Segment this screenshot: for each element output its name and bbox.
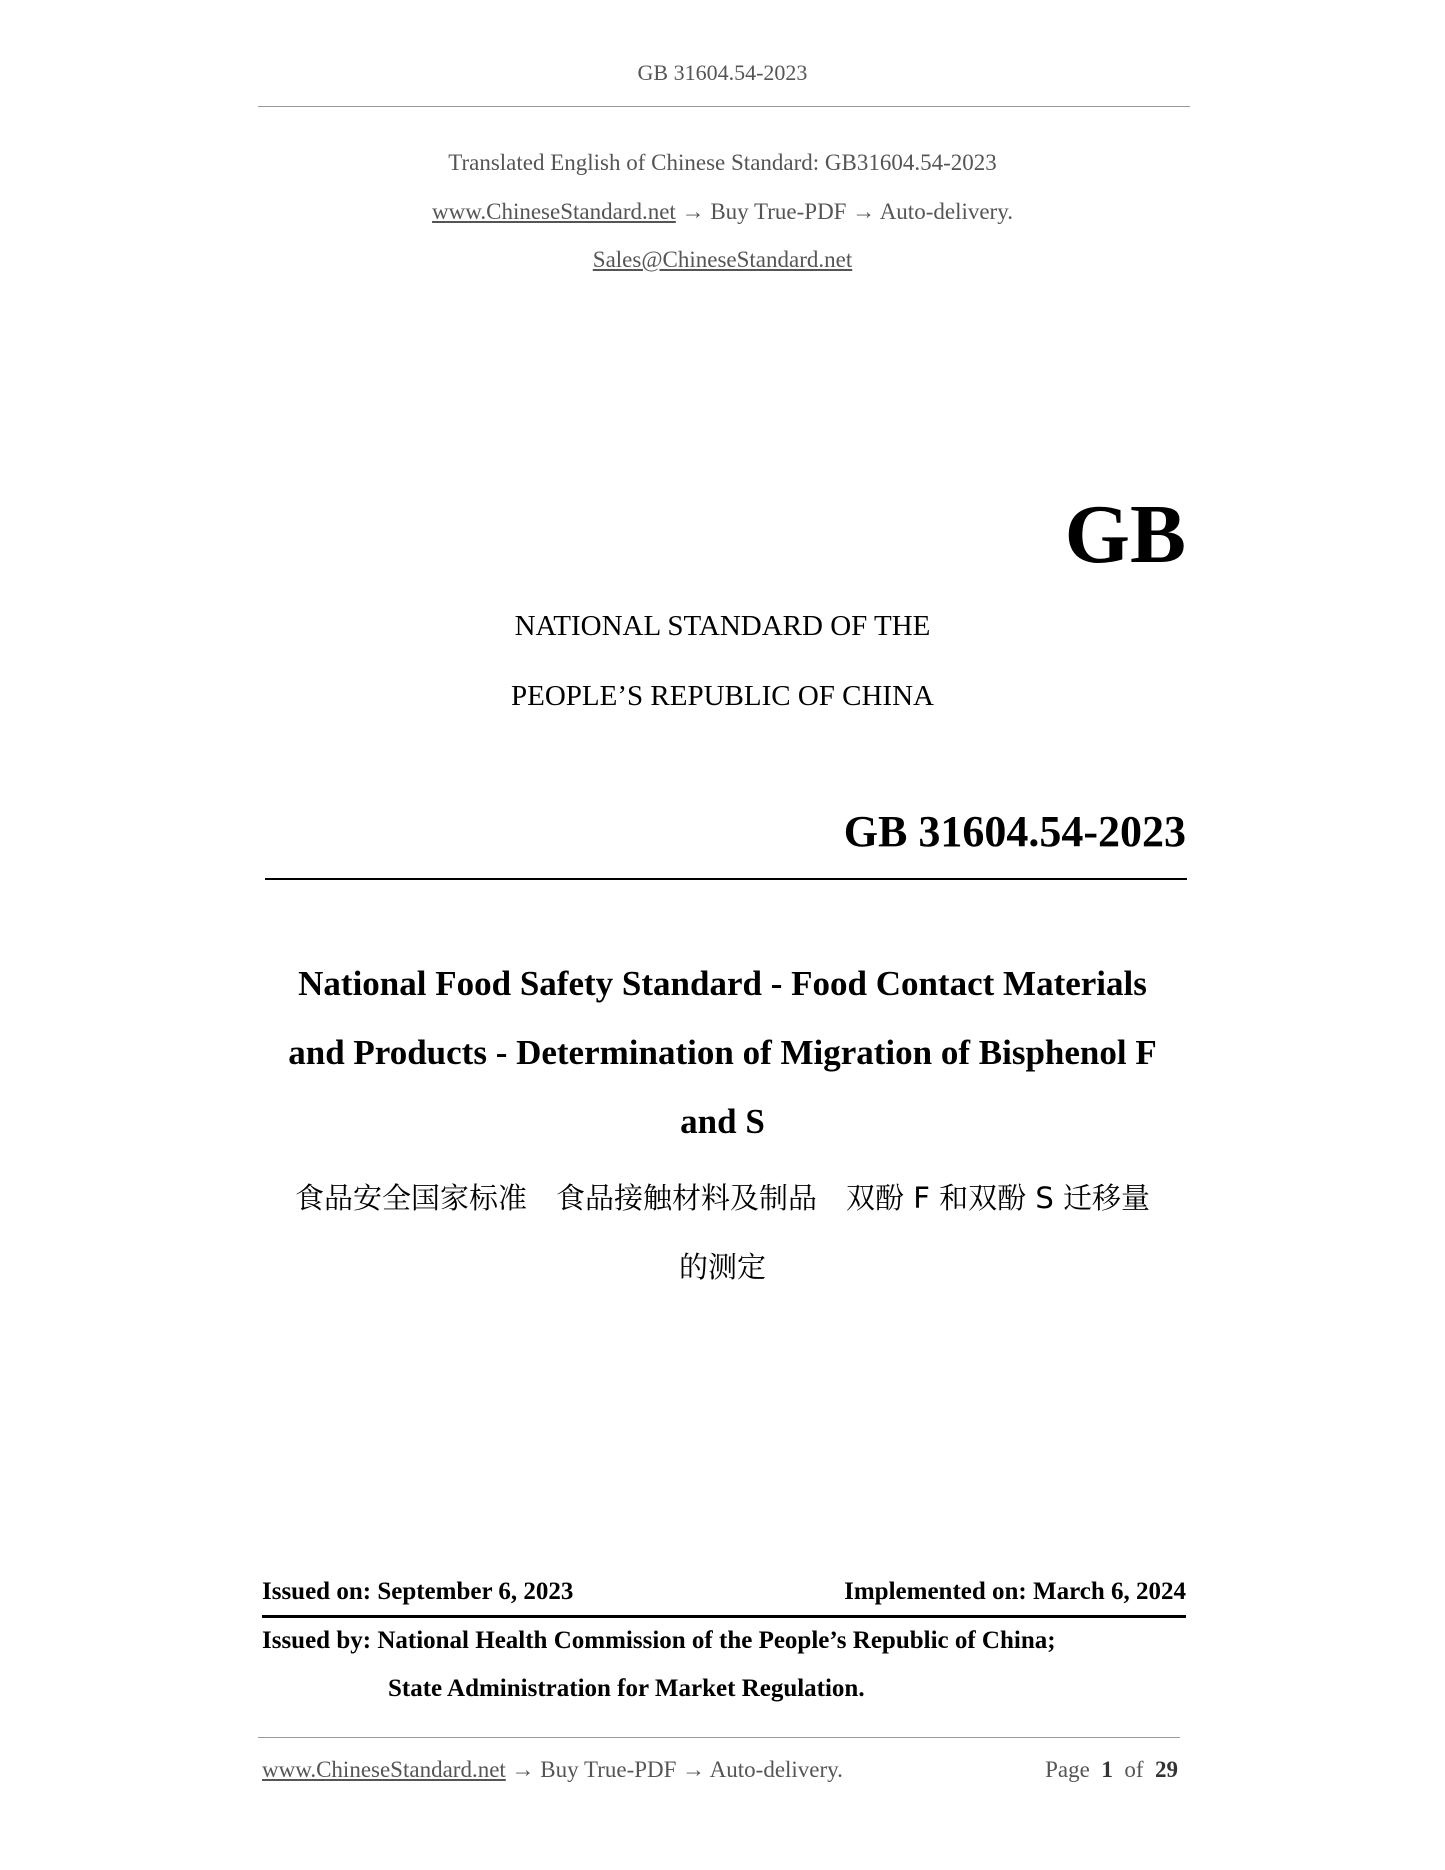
national-standard-line-2 (0, 680, 1445, 713)
title-en-line-1: National Food Safety Standard - Food Contact Materials (298, 964, 1147, 1003)
gb-mark: GB (1064, 488, 1186, 581)
header-divider (258, 106, 1190, 107)
page-of-label: of (1124, 1757, 1144, 1782)
site-link[interactable]: www.ChineseStandard.net (432, 199, 676, 224)
footer-divider (258, 1737, 1180, 1738)
email-line (0, 247, 1445, 273)
title-cn-line-1: 食品安全国家标准 食品接触材料及制品 双酚 F 和双酚 S 迁移量 (295, 1181, 1150, 1215)
title-en-line-3: and S (680, 1102, 765, 1141)
email-link[interactable]: Sales@ChineseStandard.net (592, 247, 853, 272)
standard-number: GB 31604.54-2023 (843, 807, 1186, 856)
standard-number-divider (265, 878, 1187, 880)
dates-divider (262, 1615, 1186, 1618)
page-current: 1 (1101, 1757, 1113, 1782)
national-standard-line-1 (0, 610, 1445, 643)
issued-on-date: Issued on: September 6, 2023 (262, 1578, 574, 1605)
page-indicator (1045, 1757, 1178, 1783)
issued-by-line-2: State Administration for Market Regulation. (388, 1675, 865, 1702)
national-standard-text-1: NATIONAL STANDARD OF THE (514, 610, 931, 642)
promo-line (0, 199, 1445, 225)
page-total: 29 (1155, 1757, 1178, 1782)
translation-notice: Translated English of Chinese Standard: GB31604.54-2023 (448, 150, 997, 175)
implemented-on-date: Implemented on: March 6, 2024 (844, 1578, 1186, 1605)
footer-site-link[interactable]: www.ChineseStandard.net (262, 1757, 506, 1782)
footer-buy-notice: → Buy True-PDF → Auto-delivery. (511, 1757, 843, 1782)
buy-notice: → Buy True-PDF → Auto-delivery. (681, 199, 1013, 224)
running-header: GB 31604.54-2023 (637, 60, 808, 85)
national-standard-text-2: PEOPLE’S REPUBLIC OF CHINA (511, 680, 934, 712)
title-en-line-2: and Products - Determination of Migration of Bisphenol F (288, 1033, 1157, 1072)
issued-by-line-1: Issued by: National Health Commission of the People’s Republic of China; (262, 1627, 1056, 1654)
page-label: Page (1045, 1757, 1090, 1782)
title-cn-line-2: 的测定 (678, 1250, 766, 1284)
footer-promo (262, 1757, 843, 1783)
